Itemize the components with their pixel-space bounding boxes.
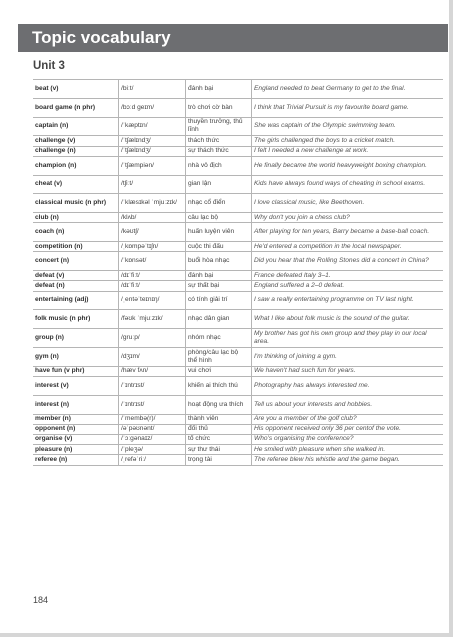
- vocab-meaning: sự thư thái: [186, 445, 252, 455]
- vocab-word: interest (n): [33, 395, 119, 414]
- vocab-meaning: nhạc dân gian: [186, 310, 252, 329]
- page-number: 184: [33, 595, 49, 605]
- vocab-word: classical music (n phr): [33, 194, 119, 213]
- page-shadow-right: [449, 0, 453, 637]
- vocab-example: I love classical music, like Beethoven.: [252, 194, 444, 213]
- vocab-pronunciation: /ˈɪntrɪst/: [119, 395, 186, 414]
- vocab-pronunciation: /ˈɪntrɪst/: [119, 376, 186, 395]
- vocab-example: He finally became the world heavyweight boxing champion.: [252, 156, 444, 175]
- vocab-example: My brother has got his own group and they play in our local area.: [252, 329, 444, 348]
- table-row: [33, 414, 443, 424]
- vocab-meaning: vui chơi: [186, 366, 252, 376]
- vocab-pronunciation: /ˈmembə(r)/: [119, 414, 186, 424]
- vocab-word: pleasure (n): [33, 445, 119, 455]
- vocab-meaning: đánh bại: [186, 80, 252, 99]
- vocab-pronunciation: /klʌb/: [119, 213, 186, 223]
- vocab-word: member (n): [33, 414, 119, 424]
- vocab-meaning: nhạc cổ điển: [186, 194, 252, 213]
- vocabulary-table: [33, 79, 443, 466]
- table-row: [33, 271, 443, 281]
- vocab-meaning: có tính giải trí: [186, 291, 252, 310]
- vocab-example: What I like about folk music is the sound of the guitar.: [252, 310, 444, 329]
- table-row: [33, 146, 443, 156]
- vocab-example: England needed to beat Germany to get to the final.: [252, 80, 444, 99]
- table-row: [33, 281, 443, 291]
- table-row: [33, 242, 443, 252]
- vocab-word: entertaining (adj): [33, 291, 119, 310]
- vocab-word: concert (n): [33, 252, 119, 271]
- table-row: [33, 395, 443, 414]
- table-row: [33, 223, 443, 242]
- vocab-meaning: buổi hòa nhạc: [186, 252, 252, 271]
- table-row: [33, 213, 443, 223]
- vocab-example: After playing for ten years, Barry became a base-ball coach.: [252, 223, 444, 242]
- vocab-word: referee (n): [33, 455, 119, 465]
- table-row: [33, 310, 443, 329]
- vocabulary-table-body: [33, 80, 443, 466]
- vocab-example: Are you a member of the golf club?: [252, 414, 444, 424]
- vocab-word: defeat (v): [33, 271, 119, 281]
- table-row: [33, 445, 443, 455]
- vocab-example: I'm thinking of joining a gym.: [252, 347, 444, 366]
- vocab-example: France defeated Italy 3–1.: [252, 271, 444, 281]
- table-row: [33, 80, 443, 99]
- vocab-example: I saw a really entertaining programme on TV last night.: [252, 291, 444, 310]
- page-shadow-bottom: [0, 633, 453, 637]
- vocab-example: I think that Trivial Pursuit is my favourite board game.: [252, 98, 444, 117]
- vocab-word: board game (n phr): [33, 98, 119, 117]
- vocab-pronunciation: /ˈtʃælɪndʒ/: [119, 136, 186, 146]
- vocab-word: organise (v): [33, 434, 119, 444]
- vocab-pronunciation: /bɔːd ɡeɪm/: [119, 98, 186, 117]
- table-row: [33, 291, 443, 310]
- vocab-meaning: khiến ai thích thú: [186, 376, 252, 395]
- vocab-example: Who's organising the conference?: [252, 434, 444, 444]
- vocab-pronunciation: /kəʊtʃ/: [119, 223, 186, 242]
- vocab-word: have fun (v phr): [33, 366, 119, 376]
- unit-heading: Unit 3: [33, 60, 65, 72]
- vocab-pronunciation: /ˌrefəˈriː/: [119, 455, 186, 465]
- vocab-example: Photography has always interested me.: [252, 376, 444, 395]
- vocab-example: Kids have always found ways of cheating in school exams.: [252, 175, 444, 194]
- vocab-meaning: câu lạc bộ: [186, 213, 252, 223]
- vocab-pronunciation: /ˈɔːɡənaɪz/: [119, 434, 186, 444]
- vocab-example: Tell us about your interests and hobbies.: [252, 395, 444, 414]
- vocab-pronunciation: /ˈtʃælɪndʒ/: [119, 146, 186, 156]
- vocab-example: The referee blew his whistle and the game began.: [252, 455, 444, 465]
- table-row: [33, 98, 443, 117]
- vocab-meaning: tổ chức: [186, 434, 252, 444]
- vocab-pronunciation: /tʃiːt/: [119, 175, 186, 194]
- vocab-pronunciation: /ˌentəˈteɪnɪŋ/: [119, 291, 186, 310]
- vocab-example: His opponent received only 36 per centof the vote.: [252, 424, 444, 434]
- vocab-pronunciation: /ˈkæptɪn/: [119, 117, 186, 136]
- vocab-word: beat (v): [33, 80, 119, 99]
- vocab-example: England suffered a 2–0 defeat.: [252, 281, 444, 291]
- vocab-example: Why don't you join a chess club?: [252, 213, 444, 223]
- vocab-example: Did you hear that the Rolling Stones did a concert in China?: [252, 252, 444, 271]
- vocab-pronunciation: /hæv fʌn/: [119, 366, 186, 376]
- vocab-pronunciation: /dʒɪm/: [119, 347, 186, 366]
- vocab-meaning: huấn luyện viên: [186, 223, 252, 242]
- vocab-pronunciation: /ˈpleʒə/: [119, 445, 186, 455]
- vocab-pronunciation: /dɪˈfiːt/: [119, 281, 186, 291]
- table-row: [33, 194, 443, 213]
- vocab-word: champion (n): [33, 156, 119, 175]
- vocab-meaning: đánh bại: [186, 271, 252, 281]
- table-row: [33, 424, 443, 434]
- vocab-pronunciation: /biːt/: [119, 80, 186, 99]
- vocab-pronunciation: /dɪˈfiːt/: [119, 271, 186, 281]
- vocab-word: interest (v): [33, 376, 119, 395]
- vocab-meaning: gian lận: [186, 175, 252, 194]
- vocab-pronunciation: /ˌkɒmpəˈtɪʃn/: [119, 242, 186, 252]
- table-row: [33, 329, 443, 348]
- vocab-meaning: trọng tài: [186, 455, 252, 465]
- table-row: [33, 117, 443, 136]
- vocab-pronunciation: /ˈkɒnsət/: [119, 252, 186, 271]
- vocab-meaning: nhóm nhạc: [186, 329, 252, 348]
- vocab-word: challenge (n): [33, 146, 119, 156]
- vocab-word: folk music (n phr): [33, 310, 119, 329]
- vocab-word: competition (n): [33, 242, 119, 252]
- vocab-meaning: cuộc thi đấu: [186, 242, 252, 252]
- vocab-example: He'd entered a competition in the local newspaper.: [252, 242, 444, 252]
- table-row: [33, 366, 443, 376]
- vocab-example: He smiled with pleasure when she walked in.: [252, 445, 444, 455]
- vocab-meaning: sự thất bại: [186, 281, 252, 291]
- vocab-word: coach (n): [33, 223, 119, 242]
- table-row: [33, 347, 443, 366]
- vocab-meaning: thành viên: [186, 414, 252, 424]
- vocab-meaning: nhà vô địch: [186, 156, 252, 175]
- vocab-word: challenge (v): [33, 136, 119, 146]
- table-row: [33, 136, 443, 146]
- table-row: [33, 175, 443, 194]
- vocab-example: I felt I needed a new challenge at work.: [252, 146, 444, 156]
- vocab-word: cheat (v): [33, 175, 119, 194]
- vocab-word: group (n): [33, 329, 119, 348]
- vocab-meaning: trò chơi cờ bàn: [186, 98, 252, 117]
- vocab-word: defeat (n): [33, 281, 119, 291]
- vocab-meaning: phòng/câu lạc bộ thể hình: [186, 347, 252, 366]
- table-row: [33, 434, 443, 444]
- vocab-word: club (n): [33, 213, 119, 223]
- table-row: [33, 376, 443, 395]
- vocab-meaning: hoạt động ưa thích: [186, 395, 252, 414]
- vocab-example: We haven't had such fun for years.: [252, 366, 444, 376]
- table-row: [33, 252, 443, 271]
- vocab-word: gym (n): [33, 347, 119, 366]
- page-title: Topic vocabulary: [32, 28, 171, 47]
- vocab-meaning: sự thách thức: [186, 146, 252, 156]
- vocab-meaning: đối thủ: [186, 424, 252, 434]
- table-row: [33, 156, 443, 175]
- vocab-example: She was captain of the Olympic swimming team.: [252, 117, 444, 136]
- vocab-example: The girls challenged the boys to a cricket match.: [252, 136, 444, 146]
- vocab-pronunciation: /fəʊk ˈmjuːzɪk/: [119, 310, 186, 329]
- table-row: [33, 455, 443, 465]
- vocab-meaning: thuyền trưởng, thủ lĩnh: [186, 117, 252, 136]
- vocab-pronunciation: /əˈpəʊnənt/: [119, 424, 186, 434]
- title-banner: [18, 24, 448, 52]
- vocab-word: opponent (n): [33, 424, 119, 434]
- vocab-meaning: thách thức: [186, 136, 252, 146]
- vocab-pronunciation: /ɡruːp/: [119, 329, 186, 348]
- vocab-word: captain (n): [33, 117, 119, 136]
- vocab-pronunciation: /ˈklæsɪkəl ˈmjuːzɪk/: [119, 194, 186, 213]
- vocab-pronunciation: /ˈtʃæmpiən/: [119, 156, 186, 175]
